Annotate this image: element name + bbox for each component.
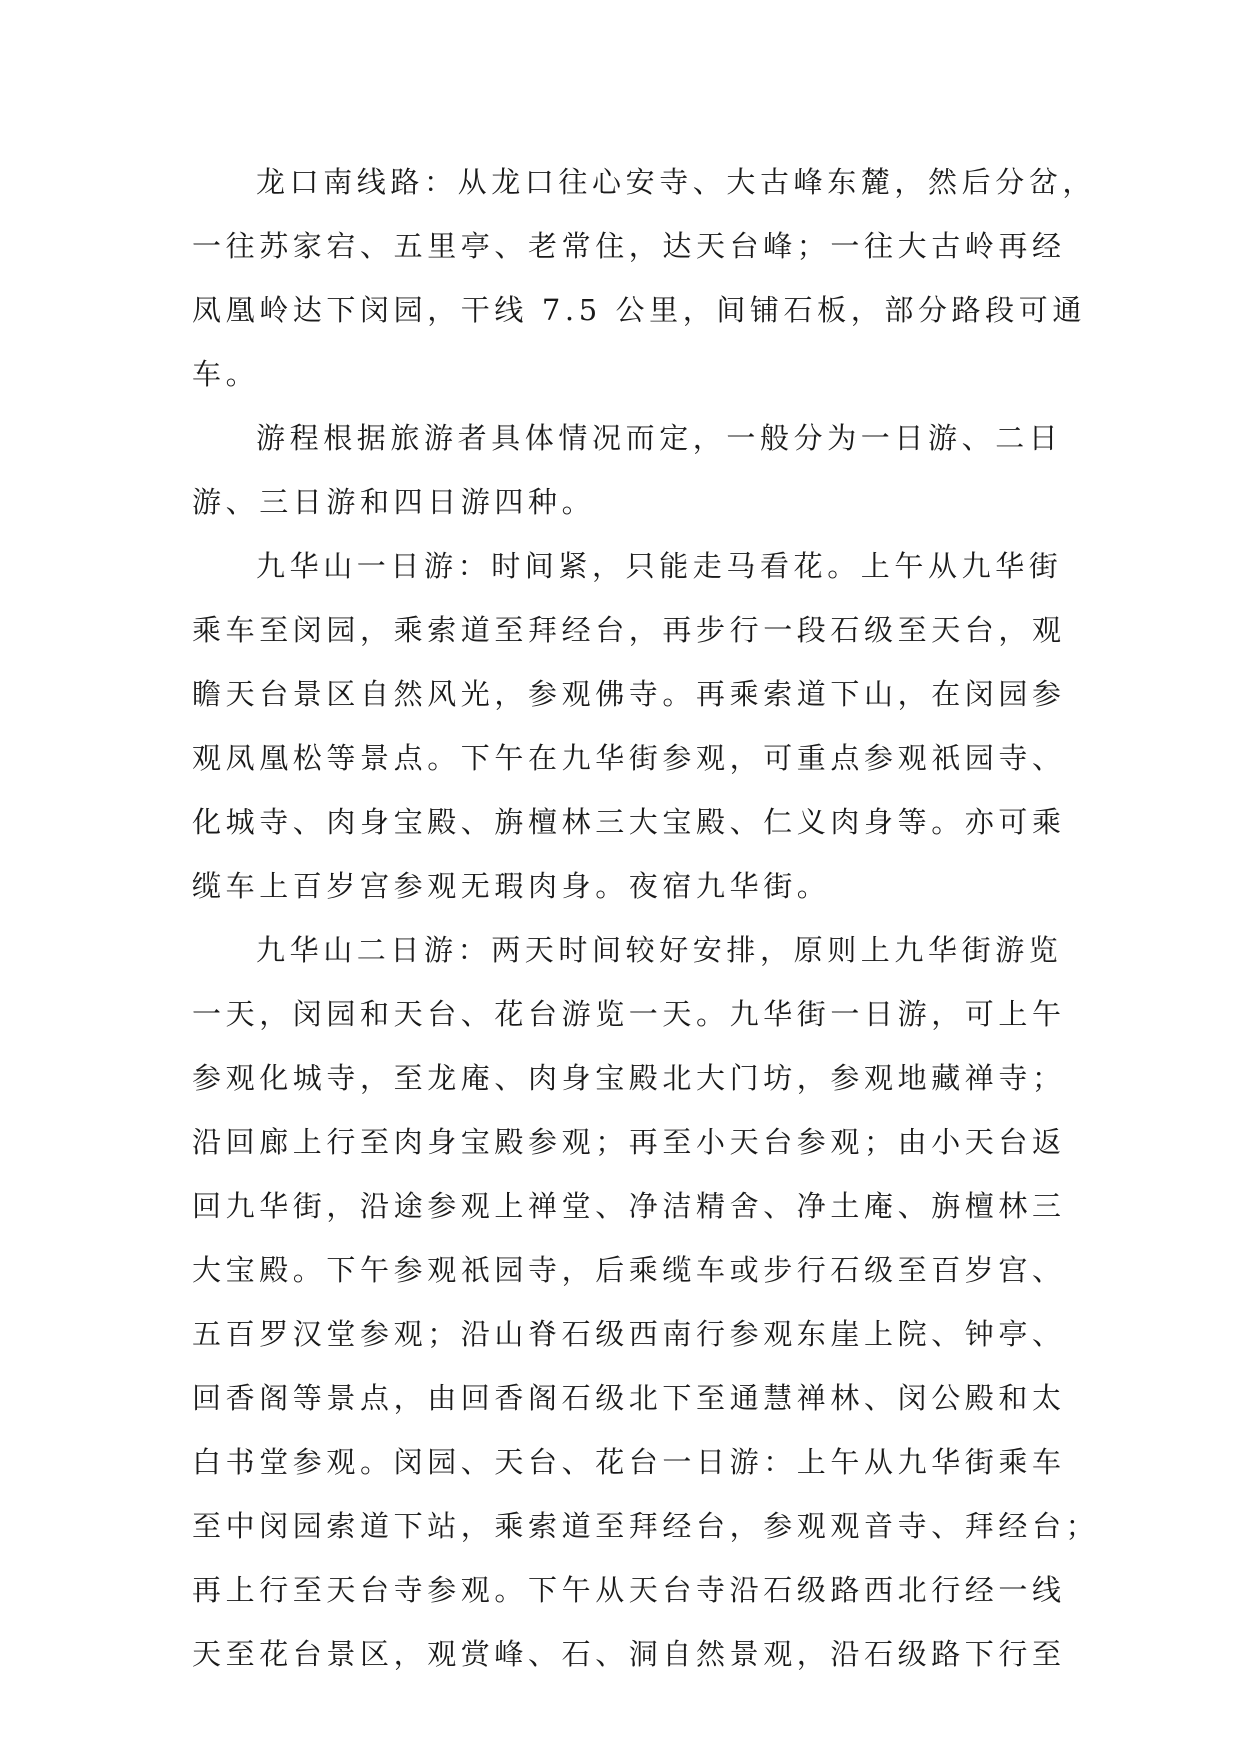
- text-line: 大宝殿。下午参观祇园寺，后乘缆车或步行石级至百岁宫、: [192, 1253, 1066, 1287]
- paragraph-first-line: 九华山二日游：两天时间较好安排，原则上九华街游览: [256, 933, 1063, 967]
- text-line: 回香阁等景点，由回香阁石级北下至通慧禅林、闵公殿和太: [192, 1381, 1066, 1415]
- paragraph-first-line: 龙口南线路：从龙口往心安寺、大古峰东麓，然后分岔，: [256, 165, 1097, 199]
- text-line: 观凤凰松等景点。下午在九华街参观，可重点参观祇园寺、: [192, 741, 1066, 775]
- text-line: 天至花台景区，观赏峰、石、洞自然景观，沿石级路下行至: [192, 1637, 1066, 1671]
- text-line: 瞻天台景区自然风光，参观佛寺。再乘索道下山，在闵园参: [192, 677, 1066, 711]
- text-line: 五百罗汉堂参观；沿山脊石级西南行参观东崖上院、钟亭、: [192, 1317, 1066, 1351]
- text-line: 凤凰岭达下闵园，干线 7.5 公里，间铺石板，部分路段可通: [192, 293, 1086, 327]
- text-line: 再上行至天台寺参观。下午从天台寺沿石级路西北行经一线: [192, 1573, 1066, 1607]
- text-line: 缆车上百岁宫参观无瑕肉身。夜宿九华街。: [192, 869, 831, 903]
- text-line: 化城寺、肉身宝殿、旃檀林三大宝殿、仁义肉身等。亦可乘: [192, 805, 1066, 839]
- text-line: 游、三日游和四日游四种。: [192, 485, 596, 519]
- text-line: 参观化城寺，至龙庵、肉身宝殿北大门坊，参观地藏禅寺；: [192, 1061, 1066, 1095]
- text-line: 乘车至闵园，乘索道至拜经台，再步行一段石级至天台，观: [192, 613, 1066, 647]
- paragraph-first-line: 九华山一日游：时间紧，只能走马看花。上午从九华街: [256, 549, 1063, 583]
- text-line: 沿回廊上行至肉身宝殿参观；再至小天台参观；由小天台返: [192, 1125, 1066, 1159]
- paragraph-first-line: 游程根据旅游者具体情况而定，一般分为一日游、二日: [256, 421, 1063, 455]
- text-line: 至中闵园索道下站，乘索道至拜经台，参观观音寺、拜经台；: [192, 1509, 1100, 1543]
- text-line: 白书堂参观。闵园、天台、花台一日游：上午从九华街乘车: [192, 1445, 1066, 1479]
- text-line: 一天，闵园和天台、花台游览一天。九华街一日游，可上午: [192, 997, 1066, 1031]
- text-line: 车。: [192, 357, 260, 391]
- text-line: 一往苏家宕、五里亭、老常住，达天台峰；一往大古岭再经: [192, 229, 1066, 263]
- text-line: 回九华街，沿途参观上禅堂、净洁精舍、净土庵、旃檀林三: [192, 1189, 1066, 1223]
